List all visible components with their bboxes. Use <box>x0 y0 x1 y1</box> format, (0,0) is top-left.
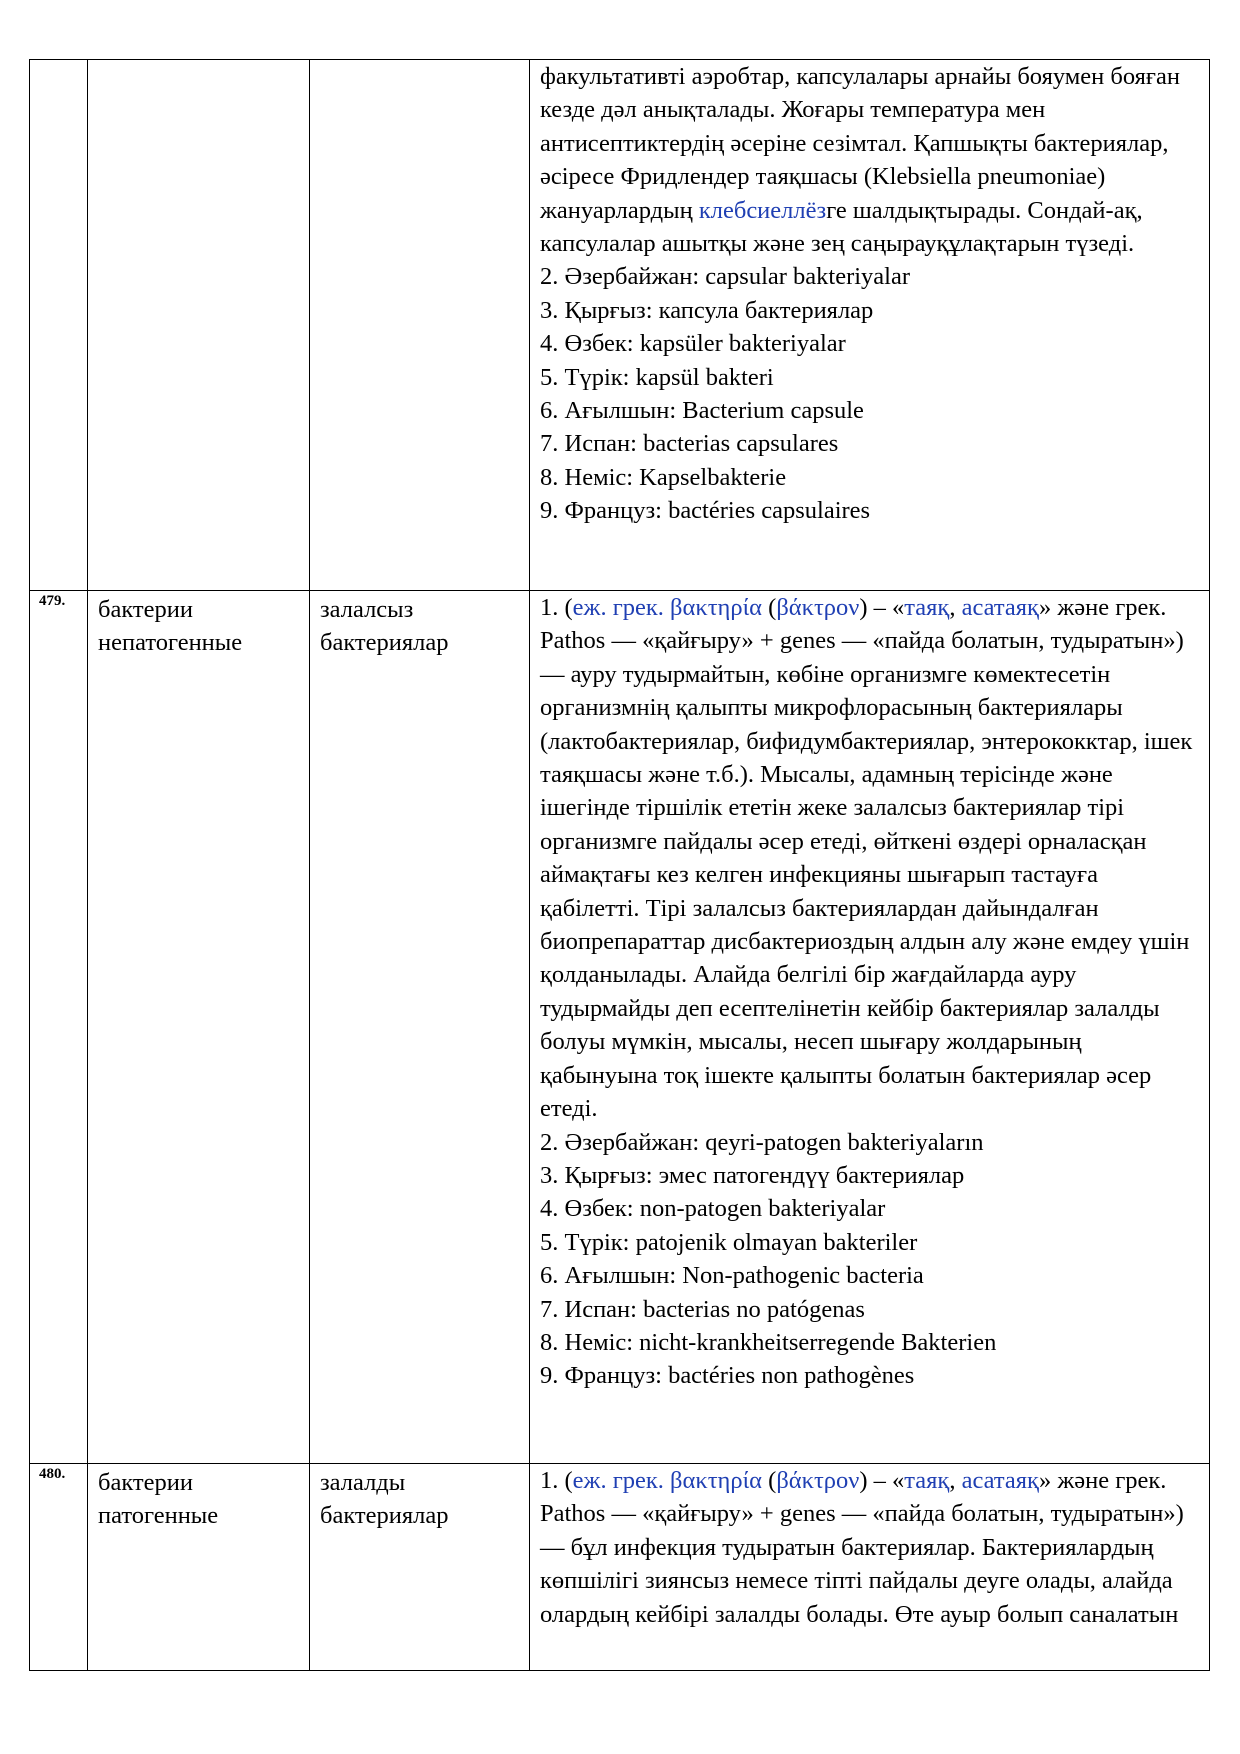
etymology-lead: 1. ( <box>540 1467 573 1494</box>
etymology-close: » <box>1038 1467 1052 1494</box>
greek-word-link[interactable]: еж. грек. βακτηρία <box>572 594 763 621</box>
translation-line: 5. Түрік: kapsül bakteri <box>540 363 774 391</box>
definition-text: ге шалдықтырады. Сондай-ақ, капсулалар ашытқы және зең саңырауқұлақтарын түзеді. <box>540 196 1143 258</box>
definition-paragraph <box>540 1464 1201 1631</box>
etymology-paren: ( <box>762 594 777 621</box>
translation-line: 7. Испан: bacterias no patógenas <box>540 1295 865 1323</box>
gloss-link[interactable]: таяқ <box>904 1467 950 1494</box>
gloss-comma: , <box>949 594 962 621</box>
table-row <box>30 591 1210 1464</box>
definition-text: және грек. Pathos — «қайғыру» + genes — «пайда болатын, тудыратын») — бұл инфекция тудыратын бактериялар. Бактериялардың көпшілігі зиянсыз немесе тіпті пайдалы деуге олады, алайда олардың кейбірі залалды болады. Өте ауыр болып саналатын <box>540 1467 1184 1628</box>
term-kazakh: залалды бактериялар <box>310 1464 530 1671</box>
gloss-link[interactable]: асатаяқ <box>961 1467 1039 1494</box>
term-russian: бактерии непатогенные <box>88 591 310 1464</box>
translation-line: 3. Қырғыз: эмес патогендүү бактериялар <box>540 1161 965 1189</box>
translation-line: 6. Ағылшын: Bacterium capsule <box>540 397 864 425</box>
gloss-link[interactable]: таяқ <box>904 594 950 621</box>
definition-cell <box>530 591 1210 1464</box>
definition-paragraph <box>540 60 1201 260</box>
entry-number <box>30 60 88 591</box>
definition-paragraph <box>540 591 1201 1126</box>
definition-cell <box>530 1464 1210 1671</box>
gloss-link[interactable]: асатаяқ <box>961 594 1039 621</box>
translation-line: 2. Әзербайжан: qeyri-patogen bakteriyaların <box>540 1128 984 1156</box>
glossary-table <box>29 59 1210 1671</box>
table-row <box>30 1464 1210 1671</box>
definition-text: факультативті аэробтар, капсулалары арнайы бояумен бояған кезде дәл анықталады. Жоғары температура мен антисептиктердің әсеріне сезімтал. Қапшықты бактериялар, әсіресе Фридлендер таяқшасы (Klebsiella pneumoniae) жануарлардың <box>540 63 1180 224</box>
translation-line: 9. Француз: bactéries capsulaires <box>540 497 871 525</box>
term-russian <box>88 60 310 591</box>
translation-line: 5. Түрік: patojenik olmayan bakteriler <box>540 1228 918 1256</box>
translation-line: 3. Қырғыз: капсула бактериялар <box>540 296 874 324</box>
translation-line: 8. Неміс: nicht-krankheitserregende Bakterien <box>540 1328 997 1356</box>
etymology-mid: ) – « <box>859 594 905 621</box>
translation-line: 4. Өзбек: non-patogen bakteriyalar <box>540 1195 886 1223</box>
entry-number: 480. <box>30 1464 88 1671</box>
translation-line: 6. Ағылшын: Non-pathogenic bacteria <box>540 1262 924 1290</box>
definition-cell <box>530 60 1210 591</box>
term-link[interactable]: клебсиеллёз <box>698 196 827 224</box>
term-russian: бактерии патогенные <box>88 1464 310 1671</box>
etymology-paren: ( <box>762 1467 777 1494</box>
translation-line: 9. Француз: bactéries non pathogènes <box>540 1362 915 1390</box>
greek-root-link[interactable]: βάκτρον <box>776 594 860 621</box>
translation-line: 7. Испан: bacterias capsulares <box>540 430 839 458</box>
greek-word-link[interactable]: еж. грек. βακτηρία <box>572 1467 763 1494</box>
greek-root-link[interactable]: βάκτρον <box>776 1467 860 1494</box>
translation-line: 8. Неміс: Kapselbakterie <box>540 463 787 491</box>
term-kazakh: залалсыз бактериялар <box>310 591 530 1464</box>
etymology-close: » <box>1038 594 1052 621</box>
definition-text: және грек. Pathos — «қайғыру» + genes — «пайда болатын, тудыратын») — ауру тудырмайтын, көбіне организмге көмектесетін организмнің қалыпты микрофлорасының бактериялары (лактобактериялар, бифидумбактериялар, энтерококктар, ішек таяқшасы және т.б.). Мысалы, адамның терісінде және ішегінде тіршілік ететін жеке залалсыз бактериялар тірі организмге пайдалы әсер етеді, өйткені өздері орналасқан аймақтағы кез келген инфекцияны шығарып тастауға қабілетті. Тірі залалсыз бактериялардан дайындалған биопрепараттар дисбактериоздың алдын алу және емдеу үшін қолданылады. Алайда белгілі бір жағдайларда ауру тудырмайды деп есептелінетін кейбір бактериялар залалды болуы мүмкін, мысалы, несеп шығару жолдарының қабынуына тоқ ішекте қалыпты болатын бактериялар әсер етеді. <box>540 594 1193 1123</box>
etymology-lead: 1. ( <box>540 594 573 621</box>
gloss-comma: , <box>949 1467 962 1494</box>
entry-number: 479. <box>30 591 88 1464</box>
table-row <box>30 60 1210 591</box>
translation-line: 2. Әзербайжан: capsular bakteriyalar <box>540 263 911 291</box>
term-kazakh <box>310 60 530 591</box>
etymology-mid: ) – « <box>859 1467 905 1494</box>
translation-line: 4. Өзбек: kapsüler bakteriyalar <box>540 330 846 358</box>
